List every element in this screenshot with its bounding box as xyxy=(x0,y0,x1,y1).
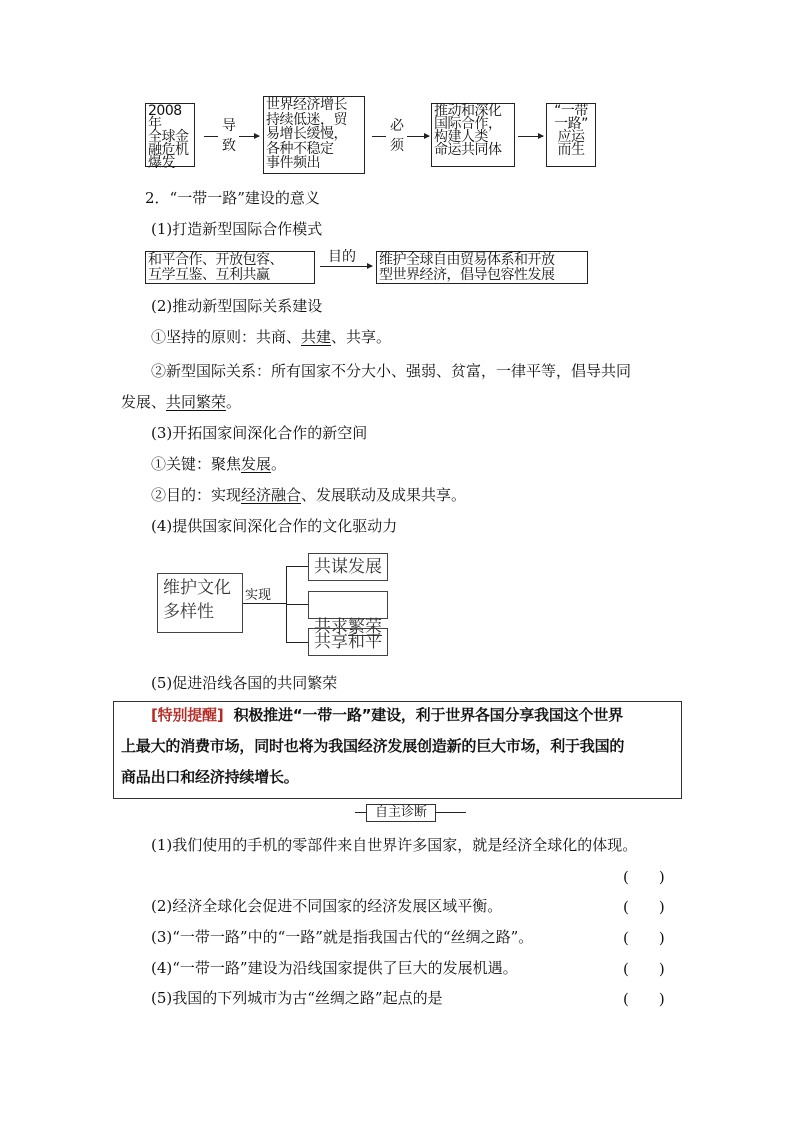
tree-branch-2-prefix: 共求 xyxy=(314,617,348,637)
flow1-connector-2 xyxy=(372,136,386,137)
special-reminder-text1: 积极推进“一带一路”建设，利于世界各国分享我国这个世界 xyxy=(233,706,623,724)
item-2-title: (2)推动新型国际关系建设 xyxy=(151,297,323,315)
question-3-text: (3)“一带一路”中的“一路”就是指我国古代的“丝绸之路”。 xyxy=(151,928,534,946)
question-5-text: (5)我国的下列城市为古“丝绸之路”起点的是 xyxy=(151,989,443,1007)
flow1-label-2a: 必 xyxy=(390,118,404,134)
flow1-box-cooperation: 推动和深化 国际合作， 构建人类 命运共同体 xyxy=(431,103,515,167)
item-3-key-suffix: 。 xyxy=(271,455,287,473)
item-3-purpose-suffix: 、发展联动及成果共享。 xyxy=(301,486,467,504)
tree-edge-label: 实现 xyxy=(245,588,272,603)
question-2-answer-bracket[interactable]: ( ) xyxy=(623,898,665,916)
item-3-purpose xyxy=(151,485,466,505)
flow1-arrow-3 xyxy=(518,136,543,137)
item-2-principle-prefix: ①坚持的原则：共商、 xyxy=(151,328,302,346)
flow1-arrow-1 xyxy=(239,136,259,137)
item-3-purpose-underline: 经济融合 xyxy=(241,486,302,504)
flow2-right-box: 维护全球自由贸易体系和开放 型世界经济，倡导包容性发展 xyxy=(376,251,588,284)
item-5-title: (5)促进沿线各国的共同繁荣 xyxy=(151,674,338,692)
item-2-relations-suffix: 。 xyxy=(226,393,242,411)
special-reminder-line2: 上最大的消费市场，同时也将为我国经济发展创造新的巨大市场，利于我国的 xyxy=(121,737,625,755)
item-2-principle xyxy=(151,327,391,347)
tree-branch-1: 共谋发展 xyxy=(308,553,388,581)
item-3-purpose-prefix: ②目的：实现 xyxy=(151,486,242,504)
item-2-relations-line2 xyxy=(121,392,241,412)
flow2-left-box: 和平合作、开放包容、 互学互鉴、互利共赢 xyxy=(145,251,315,284)
flow1-box-crisis: 2008年 全球金 融危机 爆发 xyxy=(145,103,195,167)
question-3-answer-bracket[interactable]: ( ) xyxy=(623,929,665,947)
tree-branch-line-2 xyxy=(286,604,308,605)
tree-branch-line-1 xyxy=(286,566,308,567)
question-5-answer-bracket[interactable]: ( ) xyxy=(623,990,665,1008)
flow1-label-2b: 须 xyxy=(390,138,404,154)
flow1-box-economy: 世界经济增长 持续低迷，贸 易增长缓慢， 各种不稳定 事件频出 xyxy=(263,96,365,174)
item-4-title: (4)提供国家间深化合作的文化驱动力 xyxy=(151,517,398,535)
item-3-key-underline: 发展 xyxy=(241,455,272,473)
flow2-purpose-label: 目的 xyxy=(328,249,356,265)
flow1-label-1a: 导 xyxy=(222,118,236,134)
tree-branch-2-underline: 繁荣 xyxy=(348,617,382,637)
question-4-answer-bracket[interactable]: ( ) xyxy=(623,960,665,978)
flow1-arrow-2 xyxy=(407,136,429,137)
section-2-title: 2．“一带一路”建设的意义 xyxy=(145,189,320,207)
flow1-connector-1 xyxy=(204,136,218,137)
question-4-text: (4)“一带一路”建设为沿线国家提供了巨大的发展机遇。 xyxy=(151,959,518,977)
tree-branch-3: 共享和平 xyxy=(308,628,388,656)
item-2-principle-suffix: 、共享。 xyxy=(331,328,392,346)
special-reminder-line1 xyxy=(151,700,623,731)
question-1-answer-bracket[interactable]: ( ) xyxy=(623,868,665,886)
special-reminder-line3: 商品出口和经济持续增长。 xyxy=(121,768,299,786)
tree-root-box: 维护文化 多样性 xyxy=(157,573,243,633)
special-reminder-label: [特别提醒] xyxy=(151,706,224,724)
tree-edge-line xyxy=(243,603,286,604)
self-diagnosis-banner: 自主诊断 xyxy=(366,804,436,822)
question-1-text: (1)我们使用的手机的零部件来自世界许多国家，就是经济全球化的体现。 xyxy=(151,836,638,854)
item-2-relations-underline: 共同繁荣 xyxy=(166,393,227,411)
flow1-label-1b: 致 xyxy=(222,138,236,154)
item-2-relations-prefix: 发展、 xyxy=(121,393,167,411)
item-3-key-prefix: ①关键：聚焦 xyxy=(151,455,242,473)
item-3-title: (3)开拓国家间深化合作的新空间 xyxy=(151,424,368,442)
flow2-arrow xyxy=(320,266,372,267)
item-3-key xyxy=(151,454,286,474)
question-2-text: (2)经济全球化会促进不同国家的经济发展区域平衡。 xyxy=(151,897,503,915)
item-2-principle-underline: 共建 xyxy=(301,328,332,346)
tree-branch-2 xyxy=(308,591,388,637)
item-1-title: (1)打造新型国际合作模式 xyxy=(151,220,323,238)
flow1-box-belt-road: “一带 一路” 应运 而生 xyxy=(546,103,596,167)
item-2-relations-line1: ②新型国际关系：所有国家不分大小、强弱、贫富，一律平等，倡导共同 xyxy=(151,362,632,380)
tree-branch-line-3 xyxy=(286,642,308,643)
